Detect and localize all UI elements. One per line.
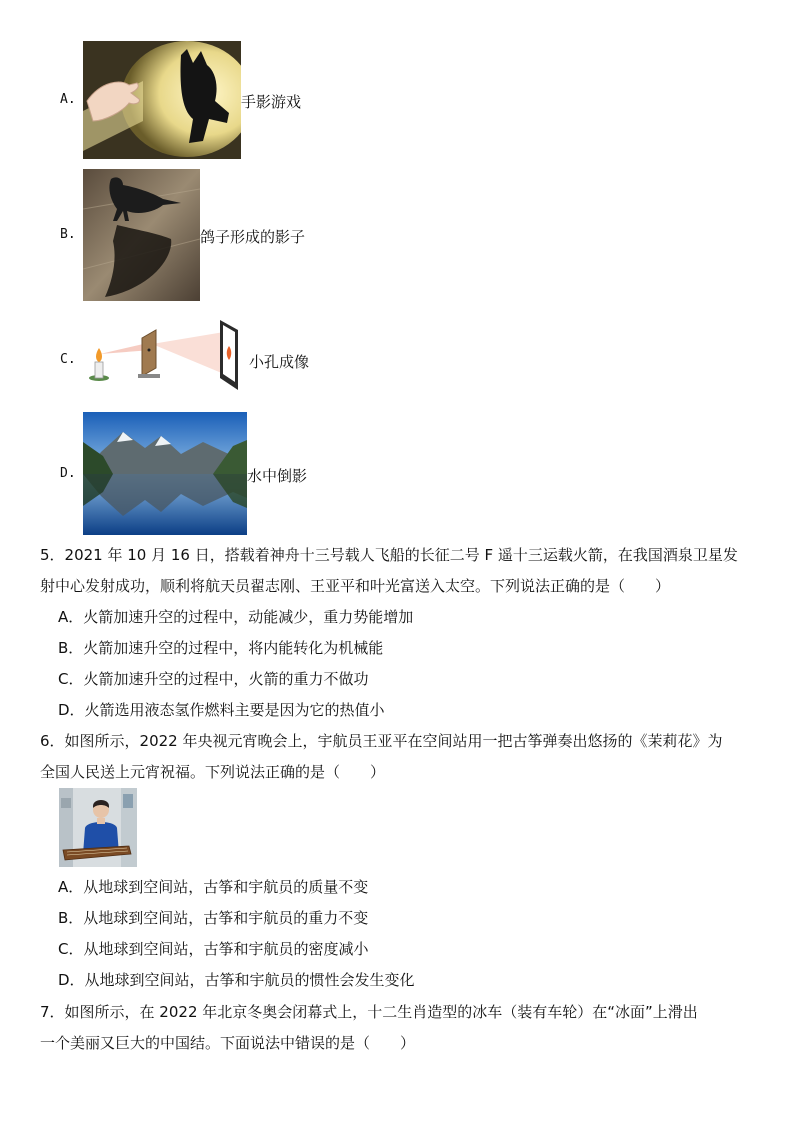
- q6-stem-line1: 6．如图所示，2022 年央视元宵晚会上，宇航员王亚平在空间站用一把古筝弹奏出悠扬的《茉莉花》为: [40, 732, 723, 750]
- q6-stem-line2: 全国人民送上元宵祝福。下列说法正确的是（ ）: [40, 763, 386, 781]
- q5-option-b: B．火箭加速升空的过程中，将内能转化为机械能: [58, 639, 384, 657]
- option-c-caption: 小孔成像: [249, 353, 310, 371]
- q5-stem-line1: 5．2021 年 10 月 16 日，搭载着神舟十三号载人飞船的长征二号 F 遥十三运载火箭，在我国酒泉卫星发: [40, 546, 738, 564]
- q5-stem-line2: 射中心发射成功，顺利将航天员翟志刚、王亚平和叶光富送入太空。下列说法正确的是（ ）: [40, 577, 671, 595]
- option-a-letter: A.: [60, 92, 76, 107]
- q7-stem-line2: 一个美丽又巨大的中国结。下面说法中错误的是（ ）: [40, 1034, 416, 1052]
- q6-option-b: B．从地球到空间站，古筝和宇航员的重力不变: [58, 909, 369, 927]
- option-c-letter: C.: [60, 352, 76, 367]
- q7-stem-line1: 7．如图所示，在 2022 年北京冬奥会闭幕式上，十二生肖造型的冰车（装有车轮）在“冰面”上滑出: [40, 1003, 698, 1021]
- q5-option-d: D．火箭选用液态氢作燃料主要是因为它的热值小: [58, 701, 385, 719]
- pinhole-imaging-image: [86, 316, 246, 390]
- q6-option-d: D．从地球到空间站，古筝和宇航员的惯性会发生变化: [58, 971, 415, 989]
- q5-option-a: A．火箭加速升空的过程中，动能减少，重力势能增加: [58, 608, 414, 626]
- pigeon-shadow-image: [83, 169, 200, 301]
- q6-option-a: A．从地球到空间站，古筝和宇航员的质量不变: [58, 878, 369, 896]
- lake-reflection-image: [83, 412, 247, 535]
- option-d-caption: 水中倒影: [247, 467, 308, 485]
- option-a-caption: 手影游戏: [241, 93, 302, 111]
- option-d-letter: D.: [60, 466, 76, 481]
- astronaut-guzheng-image: [59, 788, 137, 867]
- q6-option-c: C．从地球到空间站，古筝和宇航员的密度减小: [58, 940, 369, 958]
- q5-option-c: C．火箭加速升空的过程中，火箭的重力不做功: [58, 670, 369, 688]
- option-b-caption: 鸽子形成的影子: [200, 228, 306, 246]
- option-b-letter: B.: [60, 227, 76, 242]
- hand-shadow-image: [83, 41, 241, 159]
